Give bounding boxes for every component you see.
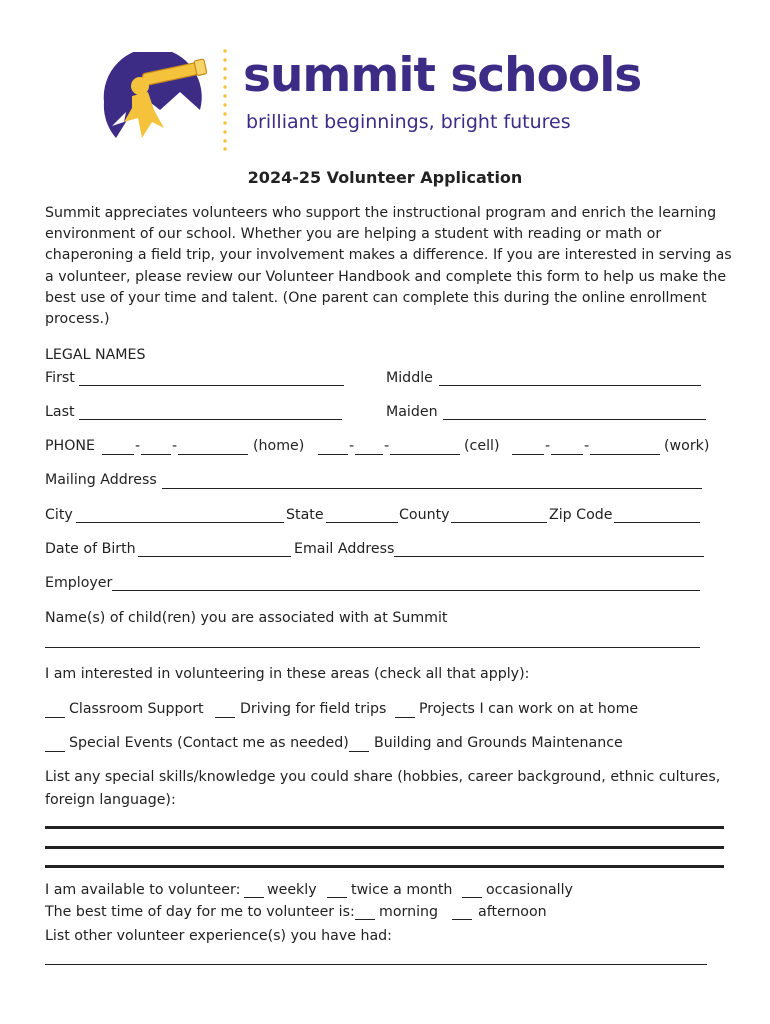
interest-heading: I am interested in volunteering in these areas (check all that apply):: [45, 666, 530, 682]
dash: -: [135, 438, 141, 454]
legal-names-heading: LEGAL NAMES: [45, 347, 146, 363]
date-of-birth-label: Date of Birth: [45, 541, 136, 557]
dash: -: [172, 438, 178, 454]
employer-label: Employer: [45, 575, 113, 591]
morning-checkbox[interactable]: [355, 919, 375, 920]
twice-a-month-label: twice a month: [351, 882, 453, 898]
last-name-field[interactable]: [79, 419, 342, 420]
dash: -: [584, 438, 590, 454]
date-of-birth-field[interactable]: [138, 556, 291, 557]
phone-label: PHONE: [45, 438, 95, 454]
building-grounds-label: Building and Grounds Maintenance: [374, 735, 623, 751]
afternoon-checkbox[interactable]: [452, 919, 472, 920]
children-label: Name(s) of child(ren) you are associated with at Summit: [45, 610, 448, 626]
state-label: State: [286, 507, 324, 523]
county-field[interactable]: [451, 522, 547, 523]
work-phone-line-field[interactable]: [590, 454, 660, 455]
dotted-divider: [222, 48, 228, 152]
weekly-label: weekly: [267, 882, 317, 898]
special-events-checkbox[interactable]: [45, 751, 65, 752]
zip-code-label: Zip Code: [549, 507, 613, 523]
work-phone-label: (work): [664, 438, 710, 454]
driving-label: Driving for field trips: [240, 701, 387, 717]
afternoon-label: afternoon: [478, 904, 547, 920]
home-phone-area-field[interactable]: [102, 454, 134, 455]
building-grounds-checkbox[interactable]: [349, 751, 369, 752]
city-field[interactable]: [76, 522, 284, 523]
first-name-label: First: [45, 370, 75, 386]
skills-line-1[interactable]: [45, 826, 724, 829]
special-events-label: Special Events (Contact me as needed): [69, 735, 349, 751]
home-phone-label: (home): [253, 438, 305, 454]
availability-label: I am available to volunteer:: [45, 882, 241, 898]
dash: -: [384, 438, 390, 454]
skills-line-2[interactable]: [45, 846, 724, 849]
middle-name-label: Middle: [386, 370, 433, 386]
brand-name: summit schools: [243, 48, 642, 103]
best-time-label: The best time of day for me to volunteer is:: [45, 904, 355, 920]
skills-prompt-continued: foreign language):: [45, 792, 176, 808]
driving-checkbox[interactable]: [215, 717, 235, 718]
children-field[interactable]: [45, 647, 700, 648]
intro-paragraph: Summit appreciates volunteers who support the instructional program and enrich the learning environment of our school. Whether you are helping a student with reading or math or chaperoning a field trip, your involvement makes a difference. If you are interested in serving as a volunteer, please review our Volunteer Handbook and complete this form to help us make the best use of your time and talent. (One parent can complete this during the online enrollment process.): [45, 205, 732, 328]
dash: -: [349, 438, 355, 454]
first-name-field[interactable]: [79, 385, 344, 386]
child-with-telescope-icon: [102, 52, 212, 144]
last-name-label: Last: [45, 404, 75, 420]
cell-phone-label: (cell): [464, 438, 500, 454]
home-phone-line-field[interactable]: [178, 454, 248, 455]
projects-at-home-label: Projects I can work on at home: [419, 701, 639, 717]
weekly-checkbox[interactable]: [244, 897, 264, 898]
maiden-name-field[interactable]: [443, 419, 706, 420]
occasionally-label: occasionally: [486, 882, 573, 898]
home-phone-prefix-field[interactable]: [141, 454, 171, 455]
classroom-support-label: Classroom Support: [69, 701, 204, 717]
mailing-address-label: Mailing Address: [45, 472, 157, 488]
mailing-address-field[interactable]: [162, 488, 702, 489]
skills-line-3[interactable]: [45, 865, 724, 868]
occasionally-checkbox[interactable]: [462, 897, 482, 898]
skills-prompt: List any special skills/knowledge you could share (hobbies, career background, ethnic cultures,: [45, 769, 721, 785]
zip-code-field[interactable]: [614, 522, 700, 523]
brand-tagline: brilliant beginnings, bright futures: [246, 111, 571, 133]
middle-name-field[interactable]: [439, 385, 701, 386]
experience-label: List other volunteer experience(s) you have had:: [45, 928, 392, 944]
county-label: County: [399, 507, 450, 523]
classroom-support-checkbox[interactable]: [45, 717, 65, 718]
cell-phone-line-field[interactable]: [390, 454, 460, 455]
email-address-field[interactable]: [394, 556, 704, 557]
city-label: City: [45, 507, 73, 523]
morning-label: morning: [379, 904, 439, 920]
twice-a-month-checkbox[interactable]: [327, 897, 347, 898]
state-field[interactable]: [326, 522, 398, 523]
cell-phone-prefix-field[interactable]: [355, 454, 383, 455]
dash: -: [545, 438, 551, 454]
employer-field[interactable]: [112, 590, 700, 591]
maiden-name-label: Maiden: [386, 404, 438, 420]
cell-phone-area-field[interactable]: [318, 454, 348, 455]
projects-at-home-checkbox[interactable]: [395, 717, 415, 718]
work-phone-area-field[interactable]: [512, 454, 544, 455]
work-phone-prefix-field[interactable]: [551, 454, 583, 455]
page-title: 2024-25 Volunteer Application: [247, 168, 523, 187]
experience-field[interactable]: [45, 964, 707, 965]
email-address-label: Email Address: [294, 541, 395, 557]
